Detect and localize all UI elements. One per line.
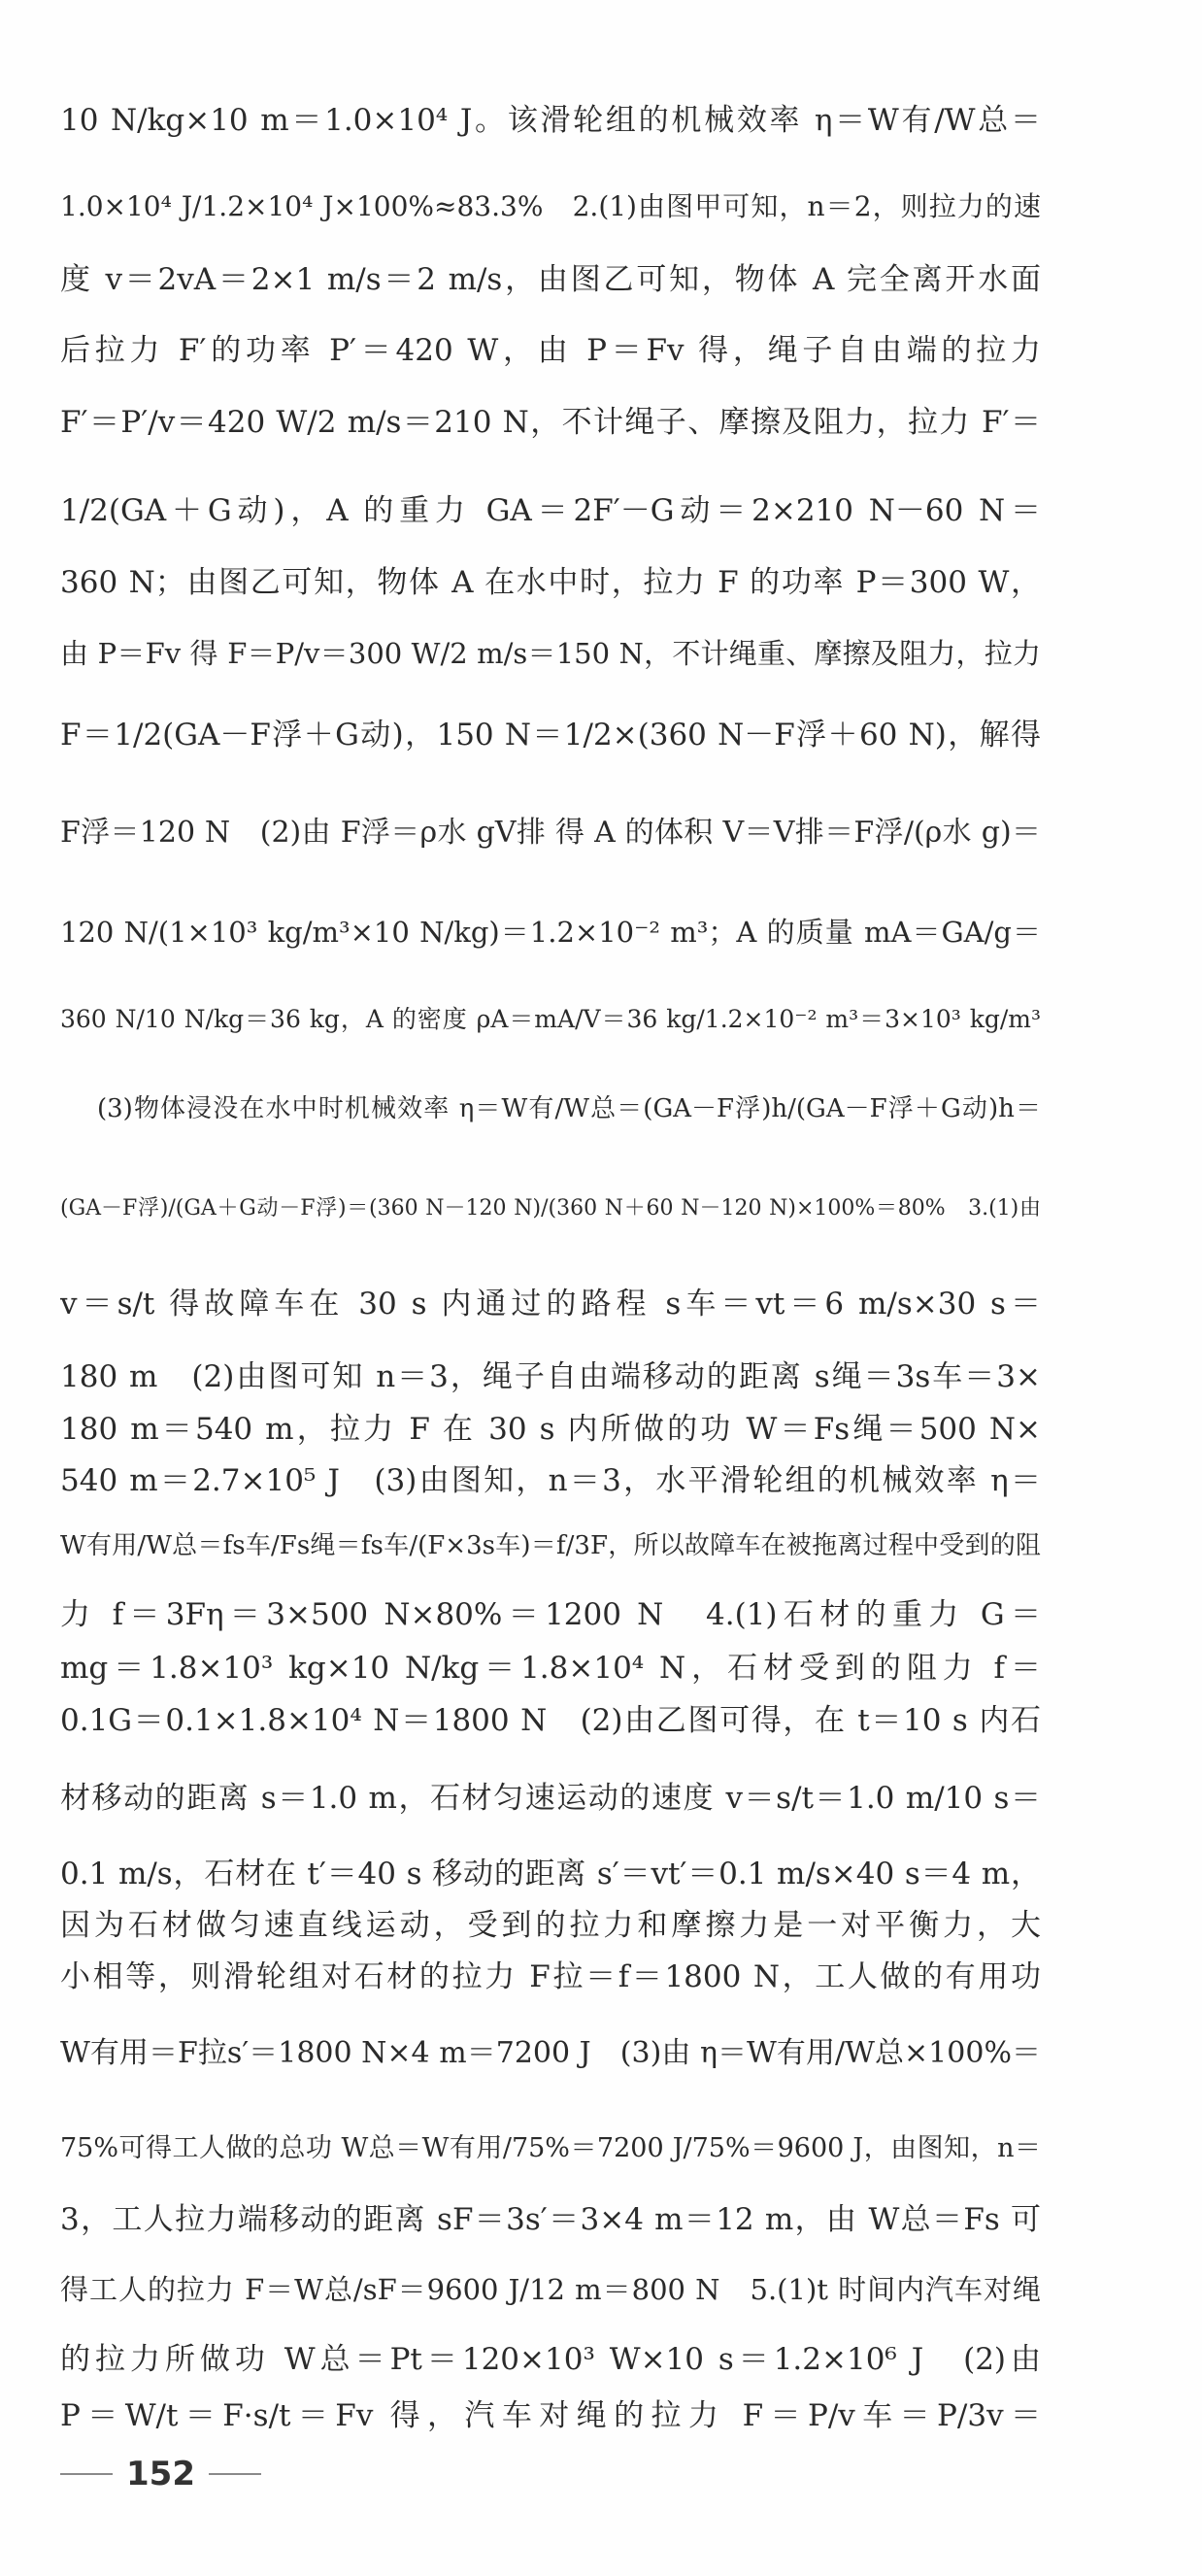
text-line-31: 的拉力所做功 W总＝Pt＝120×10³ W×10 s＝1.2×10⁶ J (2)由 [60, 2342, 1041, 2377]
text-line-23: 材移动的距离 s＝1.0 m，石材匀速运动的速度 v＝s/t＝1.0 m/10 s＝ [60, 1781, 1041, 1816]
text-line-8: 由 P＝Fv 得 F＝P/v＝300 W/2 m/s＝150 N，不计绳重、摩擦及阻力，拉力 [60, 637, 1041, 670]
text-line-16: 180 m (2)由图可知 n＝3，绳子自由端移动的距离 s绳＝3s车＝3× [60, 1359, 1041, 1394]
text-line-3: 度 v＝2vA＝2×1 m/s＝2 m/s，由图乙可知，物体 A 完全离开水面 [60, 262, 1041, 297]
page-number-text: 152 [126, 2455, 195, 2493]
text-line-10: F浮＝120 N (2)由 F浮＝ρ水 gV排 得 A 的体积 V＝V排＝F浮/(ρ水 g)＝ [60, 816, 1041, 850]
text-line-25: 因为石材做匀速直线运动，受到的拉力和摩擦力是一对平衡力，大 [60, 1908, 1041, 1943]
text-line-13: (3)物体浸没在水中时机械效率 η＝W有/W总＝(GA－F浮)h/(GA－F浮＋G动)h＝ [97, 1094, 1041, 1123]
text-line-11: 120 N/(1×10³ kg/m³×10 N/kg)＝1.2×10⁻² m³；A 的质量 mA＝GA/g＝ [60, 916, 1041, 949]
text-line-17: 180 m＝540 m，拉力 F 在 30 s 内所做的功 W＝Fs绳＝500 N× [60, 1412, 1041, 1447]
folio-right-rule [209, 2473, 261, 2475]
folio-left-rule [60, 2473, 113, 2475]
text-line-19: W有用/W总＝fs车/Fs绳＝fs车/(F×3s车)＝f/3F，所以故障车在被拖离过程中受到的阻 [60, 1531, 1041, 1560]
text-line-20: 力 f＝3Fη＝3×500 N×80%＝1200 N 4.(1)石材的重力 G＝ [60, 1597, 1041, 1632]
text-line-2: 1.0×10⁴ J/1.2×10⁴ J×100%≈83.3% 2.(1)由图甲可知，n＝2，则拉力的速 [60, 190, 1041, 222]
text-line-29: 3，工人拉力端移动的距离 sF＝3s′＝3×4 m＝12 m，由 W总＝Fs 可 [60, 2202, 1041, 2237]
text-line-1: 10 N/kg×10 m＝1.0×10⁴ J。该滑轮组的机械效率 η＝W有/W总＝ [60, 103, 1041, 138]
text-line-26: 小相等，则滑轮组对石材的拉力 F拉＝f＝1800 N，工人做的有用功 [60, 1959, 1041, 1994]
text-line-27: W有用＝F拉s′＝1800 N×4 m＝7200 J (3)由 η＝W有用/W总×100%＝ [60, 2036, 1041, 2070]
text-line-14: (GA－F浮)/(GA＋G动－F浮)＝(360 N－120 N)/(360 N＋60 N－120 N)×100%＝80% 3.(1)由 [60, 1196, 1041, 1221]
text-line-32: P＝W/t＝F·s/t＝Fv 得，汽车对绳的拉力 F＝P/v车＝P/3v＝ [60, 2398, 1041, 2433]
text-line-15: v＝s/t 得故障车在 30 s 内通过的路程 s车＝vt＝6 m/s×30 s＝ [60, 1287, 1041, 1321]
text-line-22: 0.1G＝0.1×1.8×10⁴ N＝1800 N (2)由乙图可得，在 t＝10 s 内石 [60, 1703, 1041, 1738]
text-line-24: 0.1 m/s，石材在 t′＝40 s 移动的距离 s′＝vt′＝0.1 m/s×40 s＝4 m， [60, 1857, 1041, 1891]
text-line-12: 360 N/10 N/kg＝36 kg，A 的密度 ρA＝mA/V＝36 kg/1.2×10⁻² m³＝3×10³ kg/m³ [60, 1005, 1041, 1033]
text-line-21: mg＝1.8×10³ kg×10 N/kg＝1.8×10⁴ N，石材受到的阻力 f＝ [60, 1651, 1041, 1686]
text-line-4: 后拉力 F′的功率 P′＝420 W，由 P＝Fv 得，绳子自由端的拉力 [60, 333, 1041, 368]
text-line-28: 75%可得工人做的总功 W总＝W有用/75%＝7200 J/75%＝9600 J，由图知，n＝ [60, 2133, 1041, 2163]
text-line-18: 540 m＝2.7×10⁵ J (3)由图知，n＝3，水平滑轮组的机械效率 η＝ [60, 1463, 1041, 1498]
text-line-7: 360 N；由图乙可知，物体 A 在水中时，拉力 F 的功率 P＝300 W， [60, 565, 1041, 600]
text-line-5: F′＝P′/v＝420 W/2 m/s＝210 N，不计绳子、摩擦及阻力，拉力 F′＝ [60, 405, 1041, 440]
page-number [60, 2455, 261, 2493]
text-line-30: 得工人的拉力 F＝W总/sF＝9600 J/12 m＝800 N 5.(1)t 时间内汽车对绳 [60, 2273, 1041, 2306]
text-line-6: 1/2(GA＋G动)，A 的重力 GA＝2F′－G动＝2×210 N－60 N＝ [60, 493, 1041, 528]
text-line-9: F＝1/2(GA－F浮＋G动)，150 N＝1/2×(360 N－F浮＋60 N)，解得 [60, 718, 1041, 753]
